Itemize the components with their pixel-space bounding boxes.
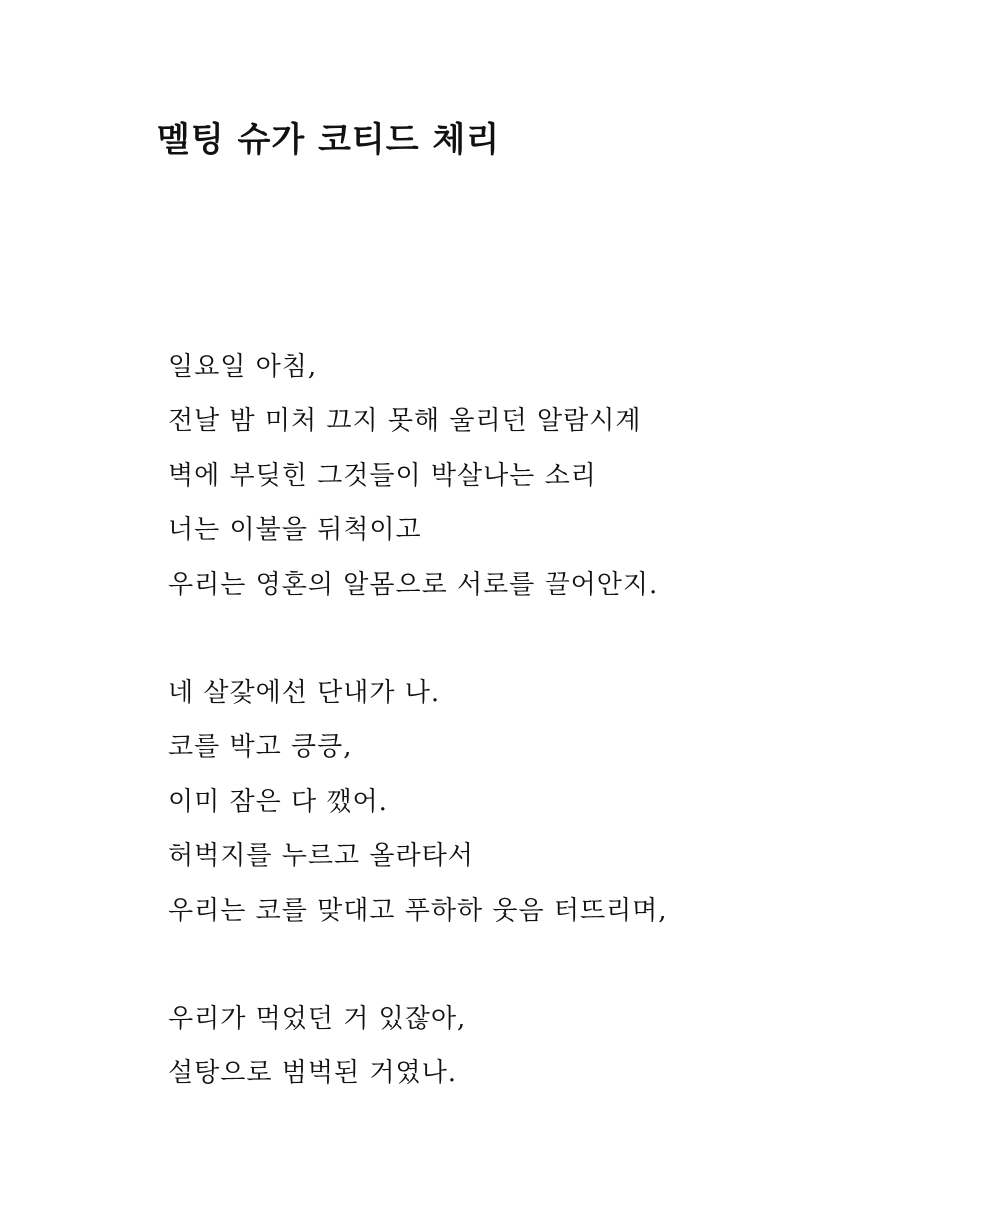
stanza-1 <box>168 340 948 612</box>
poem-title: 멜팅 슈가 코티드 체리 <box>157 120 501 160</box>
poem-line: 우리가 먹었던 거 있잖아, <box>168 1003 467 1034</box>
poem-line: 전날 밤 미처 끄지 못해 울리던 알람시계 <box>168 406 642 437</box>
poem-line: 너는 이불을 뒤척이고 <box>168 515 422 546</box>
stanza-2 <box>168 666 948 938</box>
stanza-3 <box>168 992 948 1101</box>
poem-line: 설탕으로 범벅된 거였나. <box>168 1058 457 1089</box>
poem-line: 이미 잠은 다 깼어. <box>168 786 388 817</box>
poem-line: 우리는 코를 맞대고 푸하하 웃음 터뜨리며, <box>168 895 668 926</box>
poem-line: 일요일 아침, <box>168 352 318 382</box>
poem-line: 네 살갗에선 단내가 나. <box>168 677 441 708</box>
poem-line: 허벅지를 누르고 올라타서 <box>168 841 474 872</box>
poem-line: 우리는 영혼의 알몸으로 서로를 끌어안지. <box>168 569 659 600</box>
poem-line: 코를 박고 킁킁, <box>168 732 353 763</box>
poem-line: 벽에 부딪힌 그것들이 박살나는 소리 <box>168 460 597 491</box>
poem-body <box>168 340 948 1155</box>
